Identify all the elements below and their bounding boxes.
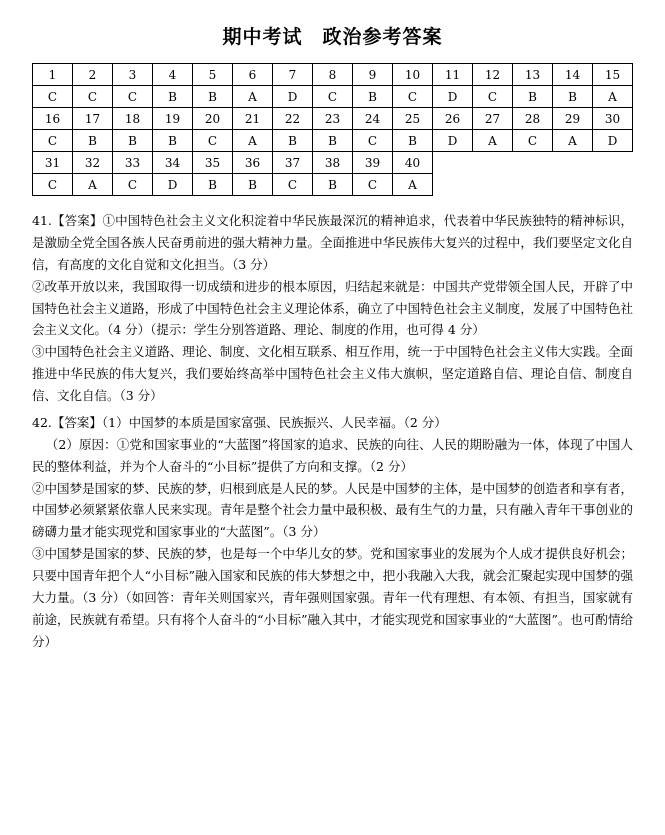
cell-empty	[553, 174, 593, 196]
cell: D	[593, 130, 633, 152]
cell-empty	[553, 152, 593, 174]
table-row	[33, 130, 633, 152]
page-title: 期中考试 政治参考答案	[222, 26, 443, 48]
cell: B	[73, 130, 113, 152]
cell-empty	[433, 174, 473, 196]
cell-empty	[473, 174, 513, 196]
cell: B	[153, 130, 193, 152]
cell: 13	[513, 64, 553, 86]
cell: B	[113, 130, 153, 152]
answer-41-point-3: ③中国特色社会主义道路、理论、制度、文化相互联系、相互作用，统一于中国特色社会主义伟大实践。全面推进中华民族的伟大复兴，我们要始终高举中国特色社会主义伟大旗帜，坚定道路自信、理论自信、制度自信、文化自信。（3 分）	[32, 344, 633, 403]
table-row	[33, 174, 633, 196]
cell: D	[433, 86, 473, 108]
cell: 17	[73, 108, 113, 130]
cell: 2	[73, 64, 113, 86]
cell-empty	[513, 152, 553, 174]
cell: 23	[313, 108, 353, 130]
cell: C	[113, 86, 153, 108]
cell: C	[73, 86, 113, 108]
cell: 8	[313, 64, 353, 86]
cell: C	[393, 86, 433, 108]
cell: A	[73, 174, 113, 196]
cell: 15	[593, 64, 633, 86]
cell: 21	[233, 108, 273, 130]
answer-41-point-2: ②改革开放以来，我国取得一切成绩和进步的根本原因，归结起来就是：中国共产党带领全国人民，开辟了中国特色社会主义道路，形成了中国特色社会主义理论体系，确立了中国特色社会主义制度，发展了中国特色社会主义文化。（4 分）（提示：学生分别答道路、理论、制度的作用，也可得 4 分）	[32, 278, 633, 338]
cell: 28	[513, 108, 553, 130]
cell: C	[273, 174, 313, 196]
cell: B	[553, 86, 593, 108]
cell: 39	[353, 152, 393, 174]
cell: 38	[313, 152, 353, 174]
cell: 11	[433, 64, 473, 86]
cell: A	[233, 86, 273, 108]
cell-empty	[513, 174, 553, 196]
cell: C	[513, 130, 553, 152]
table-row	[33, 64, 633, 86]
cell: 31	[33, 152, 73, 174]
cell: 9	[353, 64, 393, 86]
answer-42-heading: 42.【答案】（1）中国梦的本质是国家富强、民族振兴、人民幸福。（2 分）	[32, 414, 447, 430]
cell: B	[193, 174, 233, 196]
cell: C	[313, 86, 353, 108]
cell-empty	[433, 152, 473, 174]
answer-body	[32, 210, 633, 653]
cell: 14	[553, 64, 593, 86]
cell: 18	[113, 108, 153, 130]
cell: 6	[233, 64, 273, 86]
answer-42-point-2: ②中国梦是国家的梦、民族的梦，归根到底是人民的梦。人民是中国梦的主体，是中国梦的创造者和享有者，中国梦必须紧紧依靠人民来实现。青年是整个社会力量中最积极、最有生气的力量，只有融入青年干事创业的磅礴力量才能实现党和国家事业的“大蓝图”。（3 分）	[32, 480, 633, 540]
cell: 3	[113, 64, 153, 86]
cell: 27	[473, 108, 513, 130]
cell: 24	[353, 108, 393, 130]
cell: C	[33, 86, 73, 108]
cell-empty	[473, 152, 513, 174]
cell: 1	[33, 64, 73, 86]
cell: 4	[153, 64, 193, 86]
cell: 25	[393, 108, 433, 130]
cell: C	[33, 130, 73, 152]
cell: C	[353, 174, 393, 196]
cell-empty	[593, 152, 633, 174]
cell: A	[593, 86, 633, 108]
table-row	[33, 108, 633, 130]
cell: B	[353, 86, 393, 108]
cell: 33	[113, 152, 153, 174]
answer-42-point-3: ③中国梦是国家的梦、民族的梦，也是每一个中华儿女的梦。党和国家事业的发展为个人成才提供良好机会；只要中国青年把个人“小目标”融入国家和民族的伟大梦想之中，把小我融入大我，就会汇聚起实现中国梦的强大力量。（3 分）（如回答：青年关则国家兴，青年强则国家强。青年一代有理想、有本领、有担当，国家就有前途，民族就有希望。只有将个人奋斗的“小目标”融入其中，才能实现党和国家事业的“大蓝图”。也可酌情给分）	[32, 546, 633, 649]
cell: B	[313, 130, 353, 152]
answer-42-point-1: （2）原因：①党和国家事业的“大蓝图”将国家的追求、民族的向往、人民的期盼融为一体，体现了中国人民的整体利益，并为个人奋斗的“小目标”提供了方向和支撑。（2 分）	[32, 436, 633, 474]
table-row	[33, 152, 633, 174]
cell: D	[273, 86, 313, 108]
answer-key-table	[32, 63, 633, 196]
cell: 22	[273, 108, 313, 130]
cell: B	[193, 86, 233, 108]
cell: B	[313, 174, 353, 196]
cell: A	[393, 174, 433, 196]
cell: 16	[33, 108, 73, 130]
cell: 36	[233, 152, 273, 174]
cell: D	[153, 174, 193, 196]
cell: A	[233, 130, 273, 152]
cell: 26	[433, 108, 473, 130]
cell: 12	[473, 64, 513, 86]
cell: 40	[393, 152, 433, 174]
cell: A	[473, 130, 513, 152]
cell: 19	[153, 108, 193, 130]
cell: 20	[193, 108, 233, 130]
cell: 34	[153, 152, 193, 174]
cell: 7	[273, 64, 313, 86]
answer-41-point-1: 41.【答案】①中国特色社会主义文化积淀着中华民族最深沉的精神追求，代表着中华民族独特的精神标识，是激励全党全国各族人民奋勇前进的强大精神力量。全面推进中华民族伟大复兴的过程中，我们要坚定文化自信，有高度的文化自觉和文化担当。（3 分）	[32, 213, 633, 272]
cell: B	[513, 86, 553, 108]
cell: D	[433, 130, 473, 152]
cell: C	[113, 174, 153, 196]
cell: A	[553, 130, 593, 152]
cell: B	[233, 174, 273, 196]
table-row	[33, 86, 633, 108]
cell: C	[193, 130, 233, 152]
cell: 32	[73, 152, 113, 174]
cell: B	[153, 86, 193, 108]
cell: 30	[593, 108, 633, 130]
cell: 5	[193, 64, 233, 86]
cell: C	[33, 174, 73, 196]
cell: C	[353, 130, 393, 152]
cell-empty	[593, 174, 633, 196]
cell: 37	[273, 152, 313, 174]
cell: 10	[393, 64, 433, 86]
cell: B	[393, 130, 433, 152]
cell: C	[473, 86, 513, 108]
cell: B	[273, 130, 313, 152]
cell: 35	[193, 152, 233, 174]
cell: 29	[553, 108, 593, 130]
